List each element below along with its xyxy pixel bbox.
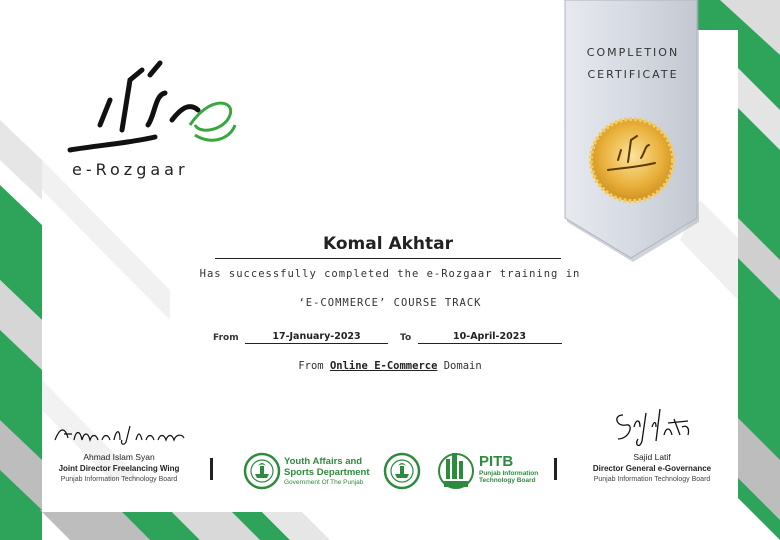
- recipient-name: Komal Akhtar: [322, 234, 454, 254]
- signatory-left: [19, 452, 219, 483]
- pitb-name: PITB: [479, 453, 514, 470]
- domain-name: Online E-Commerce: [329, 360, 438, 372]
- ribbon-line1: COMPLETION: [586, 46, 680, 59]
- yas-line2: Sports Department: [284, 467, 370, 478]
- signatory-left-org: Punjab Information Technology Board: [60, 476, 178, 483]
- to-date: 10-April-2023: [453, 331, 526, 342]
- separator-left: [210, 458, 213, 480]
- signatory-right-org: Punjab Information Technology Board: [593, 476, 711, 483]
- to-date-line: [418, 343, 562, 344]
- signatory-right: [552, 452, 752, 483]
- ribbon-line2: CERTIFICATE: [587, 68, 679, 81]
- domain-prefix: From: [298, 360, 324, 372]
- from-label: From: [213, 333, 239, 343]
- name-underline: [215, 258, 561, 259]
- pitb-logo-icon: [436, 449, 476, 491]
- pitb-line2: Technology Board: [479, 477, 536, 484]
- certificate-ribbon: [563, 0, 703, 270]
- domain-line: [180, 360, 600, 372]
- signatory-right-title: Director General e-Governance: [592, 464, 712, 473]
- logo-text: e-Rozgaar: [72, 160, 189, 179]
- domain-suffix: Domain: [443, 360, 482, 372]
- punjab-government-emblem-icon: [383, 452, 421, 490]
- course-track: ‘E-COMMERCE’ COURSE TRACK: [298, 297, 482, 309]
- yas-line1: Youth Affairs and: [284, 456, 363, 467]
- signatory-left-title: Joint Director Freelancing Wing: [58, 464, 180, 473]
- yas-line3: Government Of The Punjab: [284, 479, 364, 486]
- signature-right: [608, 405, 698, 450]
- signature-left: [50, 422, 190, 446]
- punjab-emblem-icon: [243, 452, 281, 490]
- pitb-logo-text: [479, 454, 538, 484]
- pitb-line1: Punjab Information: [479, 470, 539, 477]
- completed-text: Has successfully completed the e-Rozgaar training in: [199, 268, 581, 280]
- to-label: To: [400, 333, 412, 343]
- from-date-line: [245, 343, 388, 344]
- separator-right: [554, 458, 557, 480]
- signatory-left-name: Ahmad Islam Syan: [83, 452, 155, 462]
- signatory-right-name: Sajid Latif: [633, 452, 671, 462]
- from-date: 17-January-2023: [272, 331, 361, 342]
- yas-logo-text: [284, 456, 370, 487]
